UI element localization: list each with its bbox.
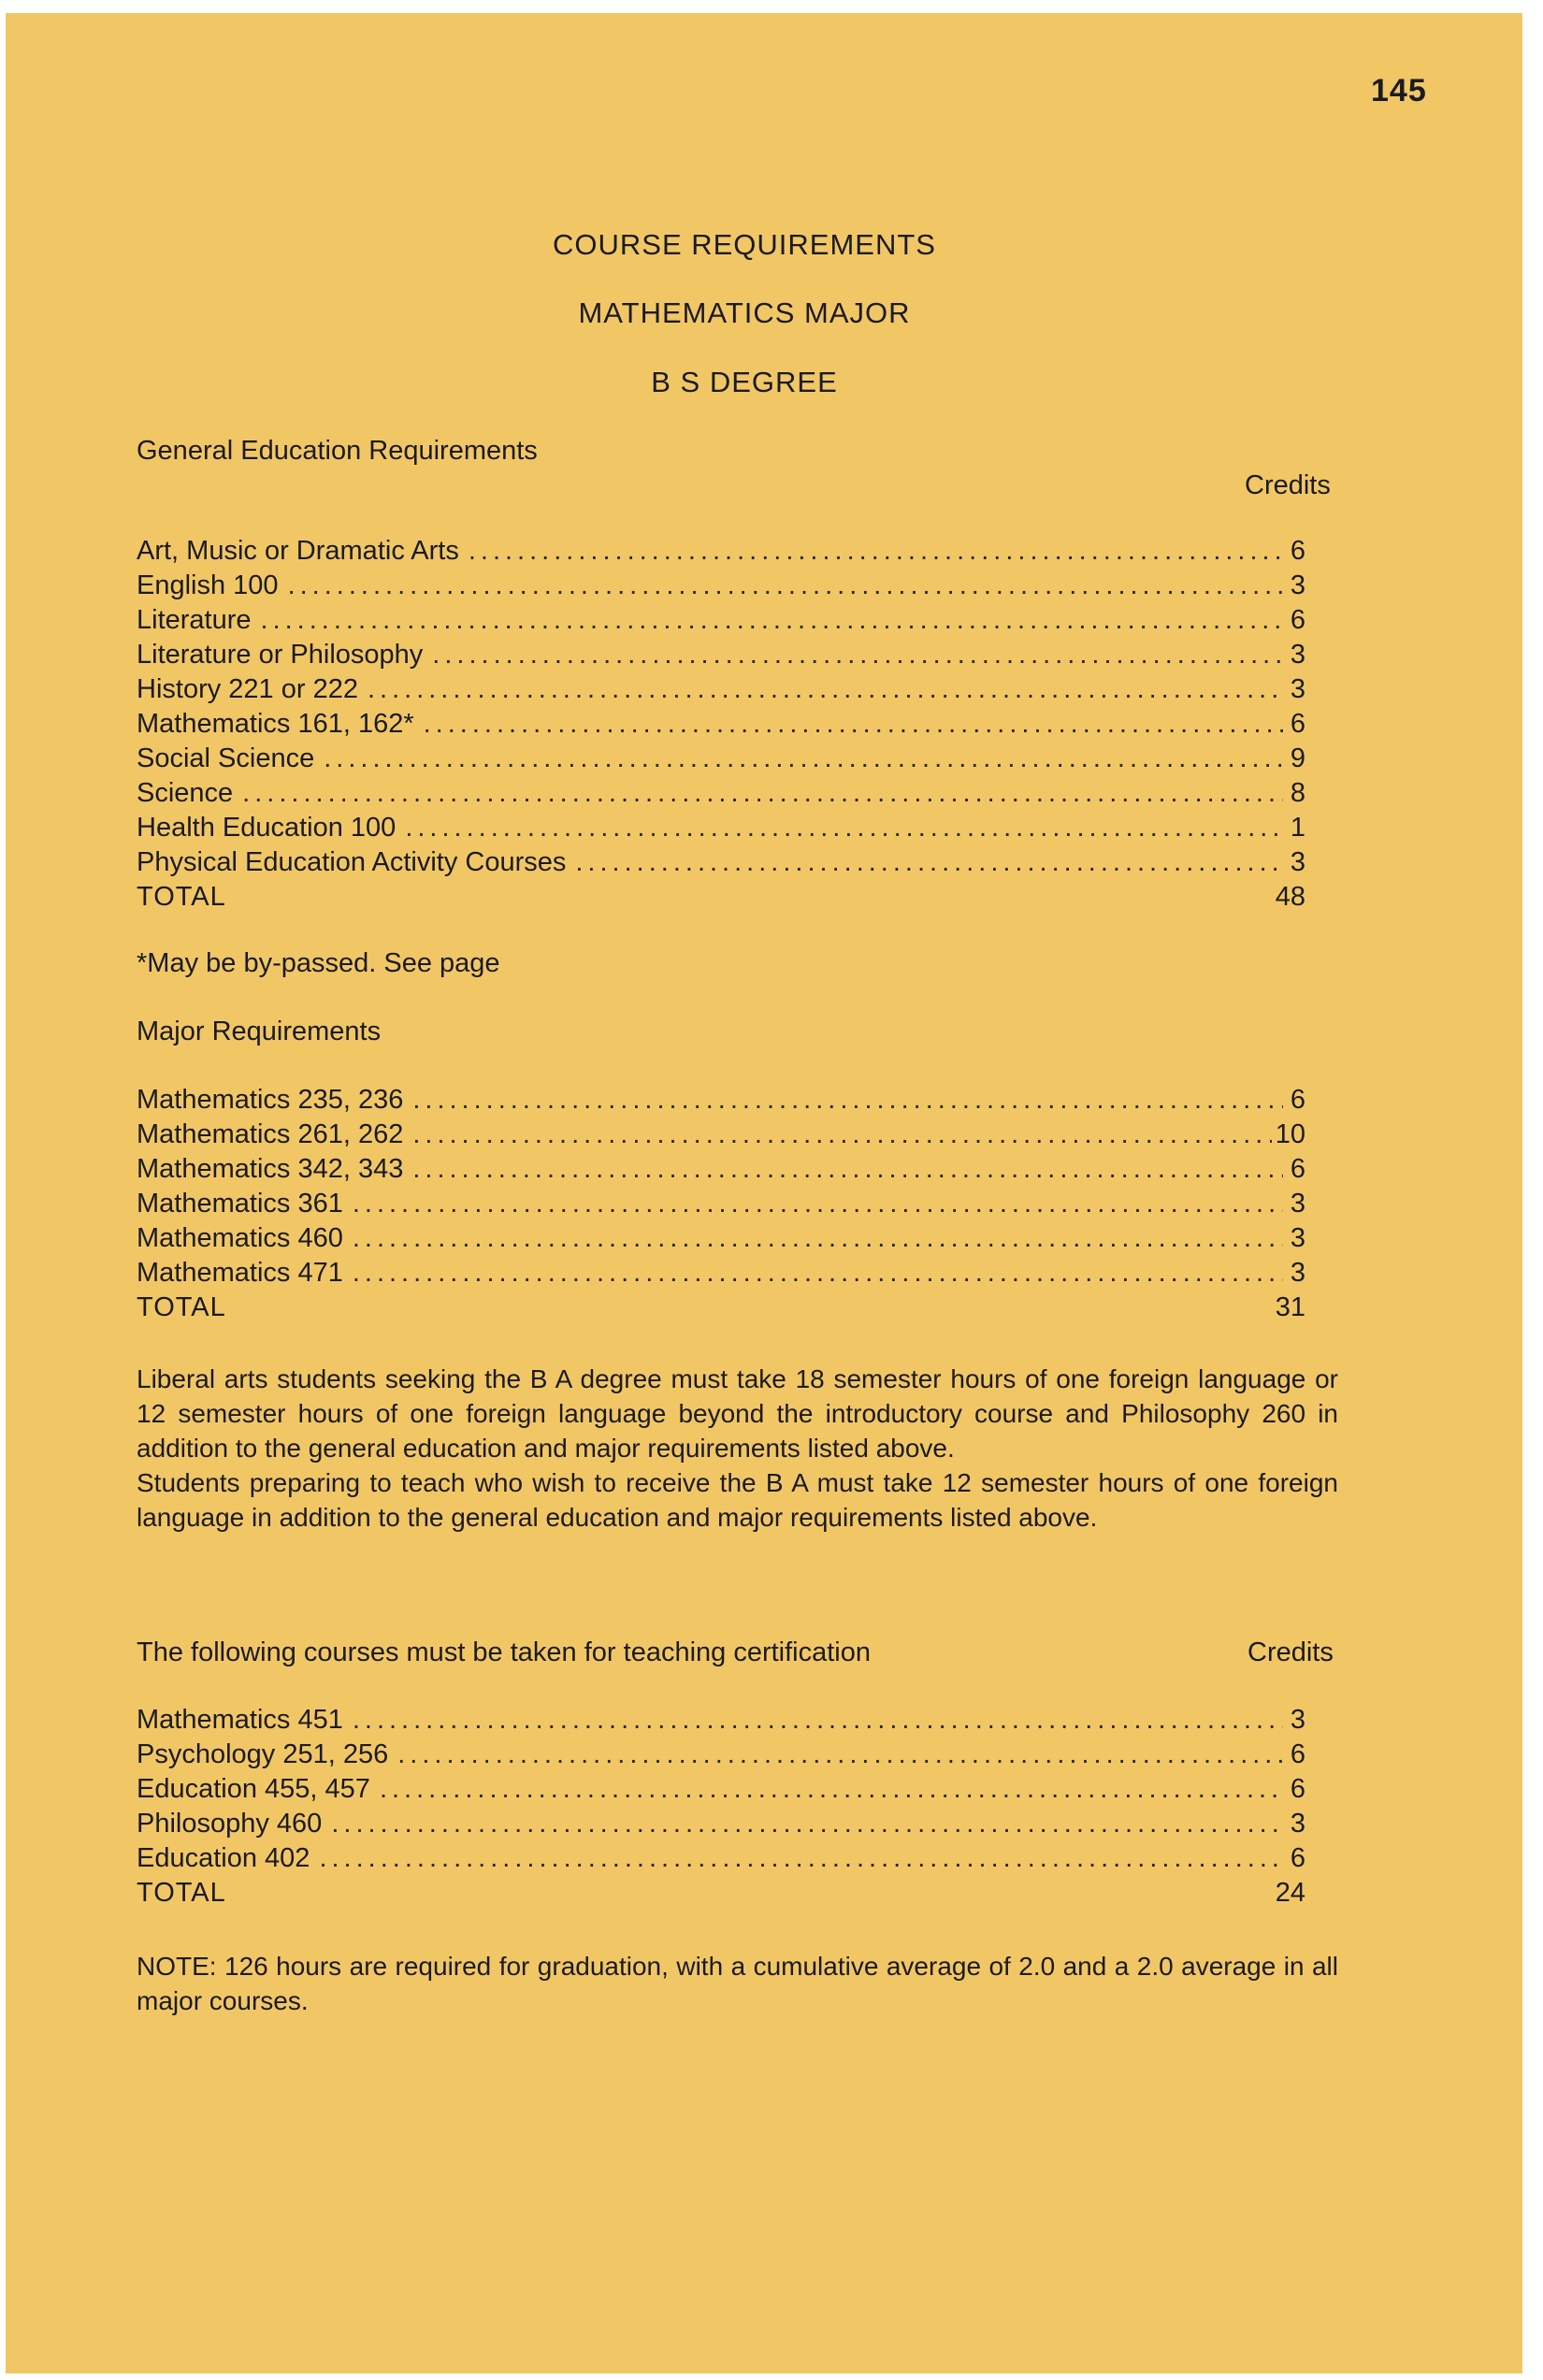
list-item: History 221 or 222 ..... 3 — [137, 674, 1305, 709]
list-item: Mathematics 460 ..... 3 — [137, 1223, 1305, 1258]
list-item: English 100 ..... 3 — [137, 570, 1305, 605]
list-item: Education 455, 457 ..... 6 — [137, 1774, 1305, 1809]
list-item: Psychology 251, 256 ..... 6 — [137, 1739, 1305, 1774]
footnote: *May be by-passed. See page — [137, 948, 500, 978]
list-item: Mathematics 451 ..... 3 — [137, 1705, 1305, 1739]
major-requirements-list — [137, 1085, 1305, 1327]
list-item: Health Education 100 ..... 1 — [137, 813, 1305, 847]
list-item: Mathematics 235, 236 ..... 6 — [137, 1085, 1305, 1119]
list-item: Social Science ..... 9 — [137, 743, 1305, 778]
general-education-total: TOTAL 48 — [137, 882, 1305, 912]
certification-credits-label: Credits — [1247, 1637, 1334, 1667]
list-item: Physical Education Activity Courses ..... 3 — [137, 847, 1305, 882]
certification-heading: The following courses must be taken for teaching certification — [137, 1637, 872, 1667]
title-heading: COURSE REQUIREMENTS — [553, 228, 936, 261]
list-item: Art, Music or Dramatic Arts ..... 6 — [137, 536, 1305, 570]
list-item: Mathematics 161, 162* ..... 6 — [137, 709, 1305, 743]
major-requirements-total: TOTAL 31 — [137, 1292, 1305, 1322]
list-item: Mathematics 471 ..... 3 — [137, 1258, 1305, 1292]
ba-requirements-text — [137, 1362, 1338, 1535]
list-item: Mathematics 361 ..... 3 — [137, 1189, 1305, 1223]
list-item: Mathematics 342, 343 ..... 6 — [137, 1154, 1305, 1189]
list-item: Philosophy 460 ..... 3 — [137, 1809, 1305, 1843]
major-heading: MATHEMATICS MAJOR — [578, 296, 911, 329]
ba-teaching-paragraph: Students preparing to teach who wish to receive the B A must take 12 semester hours of one foreign language in addition to the general education and major requirements listed above. — [137, 1468, 1338, 1532]
list-item: Mathematics 261, 262 ..... 10 — [137, 1119, 1305, 1154]
document-page — [6, 13, 1522, 2373]
list-item: Education 402 ..... 6 — [137, 1843, 1305, 1878]
list-item: Literature ..... 6 — [137, 605, 1305, 640]
major-requirements-heading: Major Requirements — [137, 1017, 382, 1046]
certification-list — [137, 1705, 1305, 1912]
list-item: Science ..... 8 — [137, 778, 1305, 813]
general-education-heading: General Education Requirements — [137, 436, 538, 466]
general-education-list — [137, 536, 1305, 916]
ba-liberal-arts-paragraph: Liberal arts students seeking the B A degree must take 18 semester hours of one foreign language or 12 semester hours of one foreign language beyond the introductory course and Philosophy 260 in addition to the general education and major requirements listed above. — [137, 1364, 1338, 1463]
list-item: Literature or Philosophy ..... 3 — [137, 640, 1305, 674]
page-number: 145 — [1371, 73, 1427, 108]
certification-total: TOTAL 24 — [137, 1878, 1305, 1908]
degree-heading: B S DEGREE — [651, 366, 838, 398]
graduation-note: NOTE: 126 hours are required for graduation, with a cumulative average of 2.0 and a 2.0 average in all major courses. — [137, 1952, 1338, 2015]
general-education-credits-label: Credits — [1245, 470, 1331, 500]
